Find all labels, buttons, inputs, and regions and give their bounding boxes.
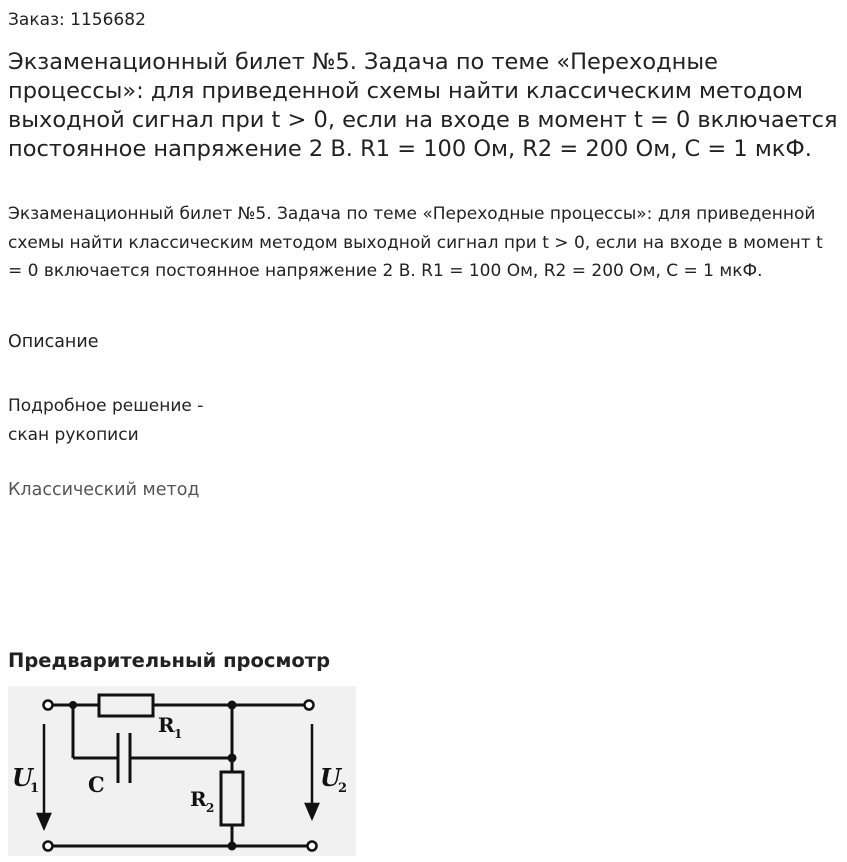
preview-heading: Предварительный просмотр — [8, 649, 331, 672]
description-heading: Описание — [8, 332, 99, 352]
junction-dot — [228, 842, 237, 851]
input-voltage-subscript: 1 — [30, 781, 40, 796]
input-terminal-bottom — [44, 842, 53, 851]
input-arrow-head — [38, 814, 50, 828]
r1-subscript: 1 — [174, 727, 183, 741]
order-number: Заказ: 1156682 — [8, 10, 146, 30]
junction-dot — [69, 701, 77, 709]
output-voltage-label: U — [320, 763, 341, 792]
junction-dot — [228, 754, 237, 763]
input-terminal-top — [44, 701, 53, 710]
solution-line-2: скан рукописи — [8, 425, 139, 445]
resistor-r2 — [221, 772, 243, 825]
solution-line-1: Подробное решение - — [8, 396, 204, 416]
task-title: Экзаменационный билет №5. Задача по теме «Переходные процессы»: для приведенной схемы найти классическим методом выходной сигнал при t > 0, если на входе в момент t = 0 включается постоянное напряжение 2 В. R1 = 100 Ом, R2 = 200 Ом, С = 1 мкФ. — [8, 49, 838, 162]
output-terminal-top — [305, 701, 314, 710]
r2-subscript: 2 — [206, 801, 215, 815]
resistor-r1 — [99, 695, 153, 716]
circuit-preview-image — [8, 686, 356, 856]
junction-dot — [228, 701, 237, 710]
r1-label: R — [158, 713, 175, 737]
output-arrow-head — [306, 804, 318, 818]
solution-note — [8, 392, 203, 450]
output-terminal-bottom — [308, 842, 317, 851]
output-voltage-subscript: 2 — [338, 781, 348, 796]
input-voltage-label: U — [12, 763, 33, 792]
capacitor-label: C — [88, 772, 105, 797]
method-label: Классический метод — [8, 480, 200, 500]
circuit-diagram — [8, 686, 356, 856]
task-body: Экзаменационный билет №5. Задача по теме «Переходные процессы»: для приведенной схемы найти классическим методом выходной сигнал при t > 0, если на входе в момент t = 0 включается постоянное напряжение 2 В. R1 = 100 Ом, R2 = 200 Ом, С = 1 мкФ. — [8, 204, 823, 281]
r2-label: R — [190, 787, 207, 811]
